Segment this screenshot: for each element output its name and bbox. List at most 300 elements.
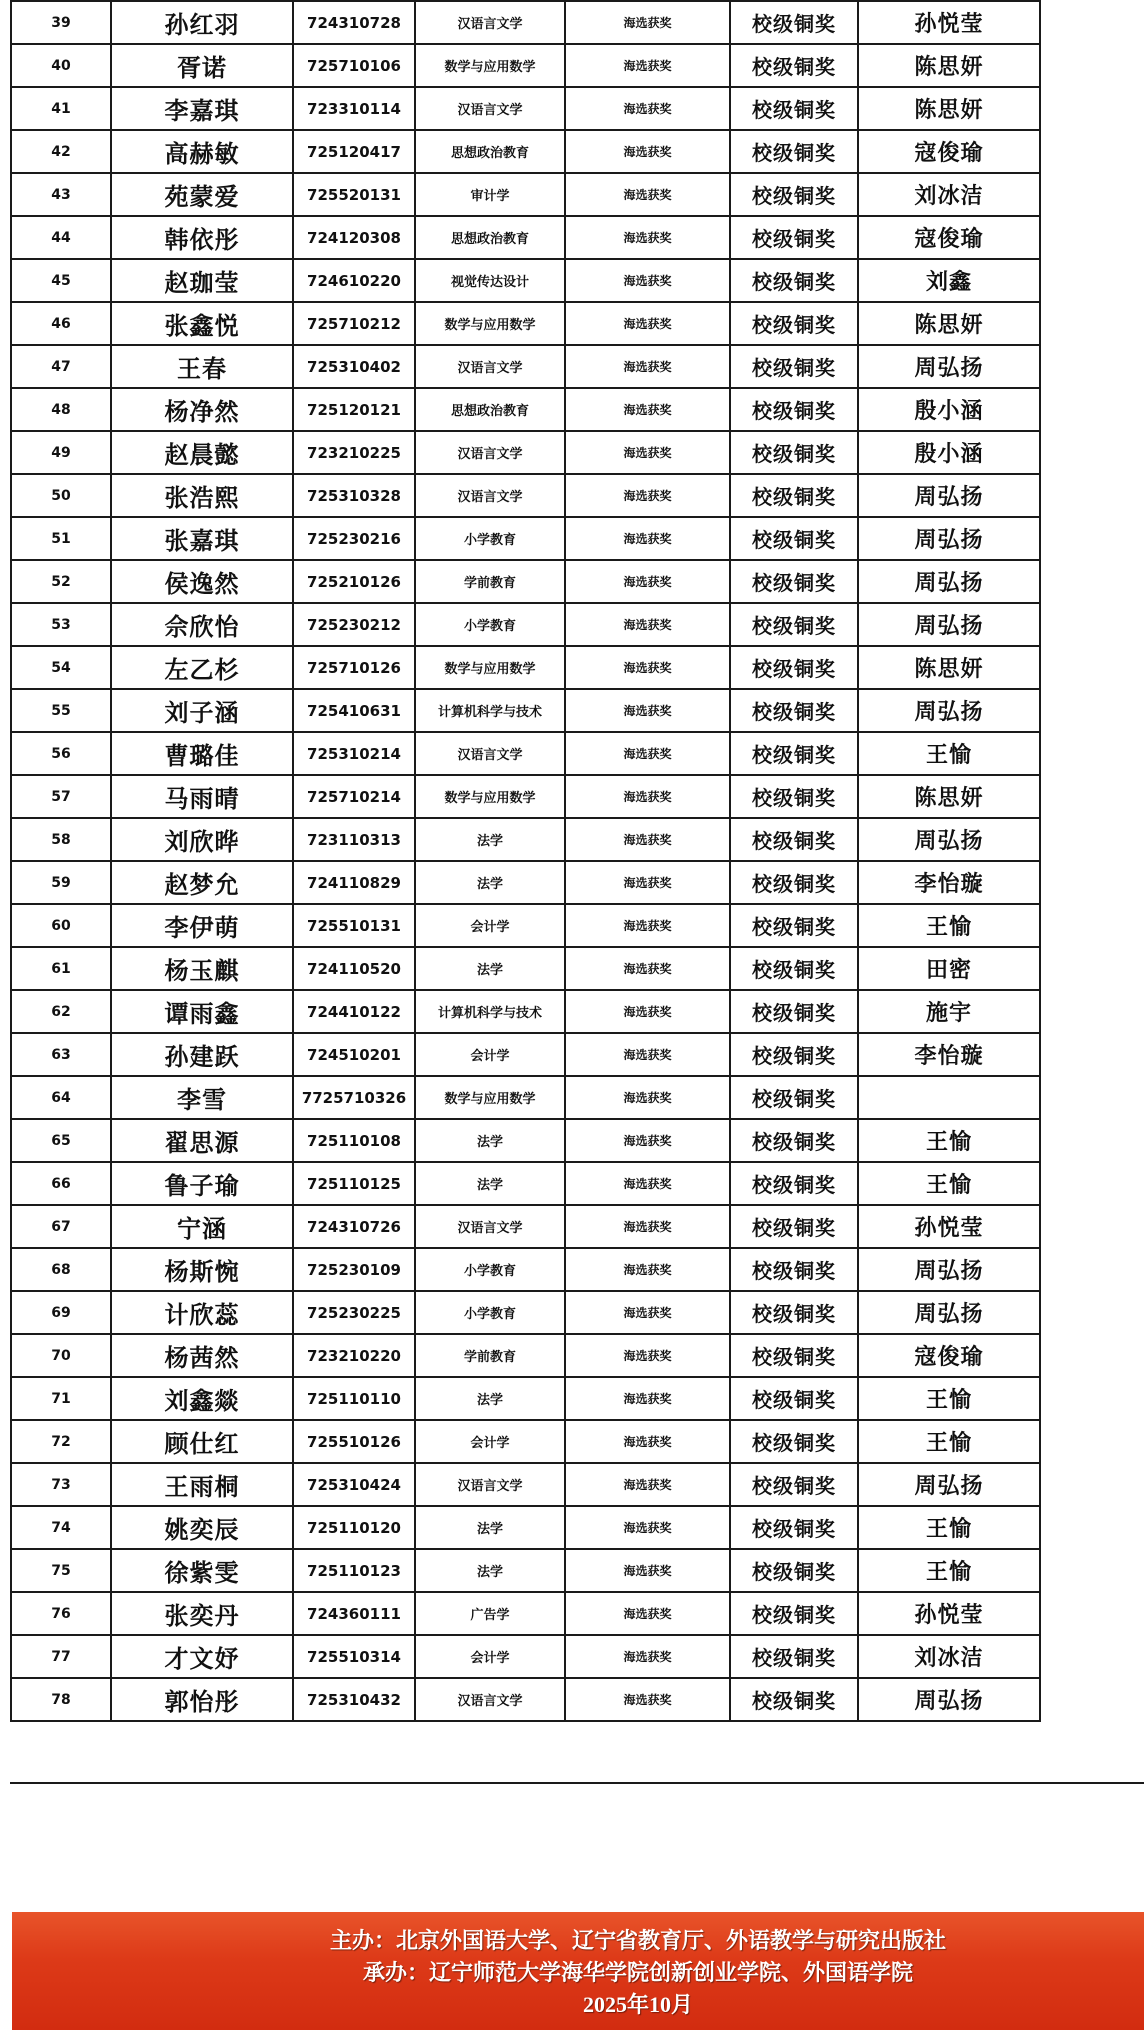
award-level: 校级铜奖 <box>730 732 858 775</box>
row-number: 60 <box>11 904 111 947</box>
award-round: 海选获奖 <box>565 474 730 517</box>
student-id: 725120121 <box>293 388 415 431</box>
student-name: 赵梦允 <box>111 861 293 904</box>
award-round: 海选获奖 <box>565 388 730 431</box>
award-round: 海选获奖 <box>565 1334 730 1377</box>
student-major: 视觉传达设计 <box>415 259 565 302</box>
tutor-name: 殷小涵 <box>858 431 1040 474</box>
tutor-name: 周弘扬 <box>858 1248 1040 1291</box>
table-row <box>11 603 1040 646</box>
row-number: 46 <box>11 302 111 345</box>
tutor-name: 寇俊瑜 <box>858 130 1040 173</box>
table-row <box>11 1506 1040 1549</box>
row-number: 61 <box>11 947 111 990</box>
award-level: 校级铜奖 <box>730 775 858 818</box>
student-major: 法学 <box>415 1506 565 1549</box>
award-round: 海选获奖 <box>565 904 730 947</box>
student-id: 725310328 <box>293 474 415 517</box>
row-number: 52 <box>11 560 111 603</box>
student-id: 725310432 <box>293 1678 415 1721</box>
award-level: 校级铜奖 <box>730 216 858 259</box>
student-id: 725230212 <box>293 603 415 646</box>
award-round: 海选获奖 <box>565 947 730 990</box>
tutor-name: 周弘扬 <box>858 517 1040 560</box>
student-name: 马雨晴 <box>111 775 293 818</box>
row-number: 49 <box>11 431 111 474</box>
award-round: 海选获奖 <box>565 732 730 775</box>
award-round: 海选获奖 <box>565 1377 730 1420</box>
table-row <box>11 87 1040 130</box>
award-level: 校级铜奖 <box>730 345 858 388</box>
tutor-name: 陈思妍 <box>858 775 1040 818</box>
table-row <box>11 1635 1040 1678</box>
award-level: 校级铜奖 <box>730 560 858 603</box>
tutor-name: 王愉 <box>858 732 1040 775</box>
student-name: 宁涵 <box>111 1205 293 1248</box>
award-level: 校级铜奖 <box>730 1635 858 1678</box>
student-id: 725310214 <box>293 732 415 775</box>
student-name: 刘子涵 <box>111 689 293 732</box>
tutor-name: 刘鑫 <box>858 259 1040 302</box>
tutor-name: 王愉 <box>858 1420 1040 1463</box>
tutor-name: 陈思妍 <box>858 302 1040 345</box>
student-major: 汉语言文学 <box>415 1678 565 1721</box>
award-round: 海选获奖 <box>565 775 730 818</box>
student-id: 725110125 <box>293 1162 415 1205</box>
row-number: 68 <box>11 1248 111 1291</box>
student-name: 孙建跃 <box>111 1033 293 1076</box>
tutor-name: 孙悦莹 <box>858 1205 1040 1248</box>
row-number: 45 <box>11 259 111 302</box>
tutor-name: 王愉 <box>858 1506 1040 1549</box>
award-level: 校级铜奖 <box>730 689 858 732</box>
student-name: 孙红羽 <box>111 1 293 44</box>
row-number: 54 <box>11 646 111 689</box>
student-name: 翟思源 <box>111 1119 293 1162</box>
row-number: 55 <box>11 689 111 732</box>
student-name: 顾仕红 <box>111 1420 293 1463</box>
student-name: 杨斯惋 <box>111 1248 293 1291</box>
tutor-name: 李怡璇 <box>858 861 1040 904</box>
row-number: 72 <box>11 1420 111 1463</box>
student-name: 杨茜然 <box>111 1334 293 1377</box>
award-level: 校级铜奖 <box>730 1678 858 1721</box>
student-name: 姚奕辰 <box>111 1506 293 1549</box>
tutor-name: 殷小涵 <box>858 388 1040 431</box>
award-level: 校级铜奖 <box>730 646 858 689</box>
award-round: 海选获奖 <box>565 1592 730 1635</box>
student-major: 法学 <box>415 1119 565 1162</box>
student-major: 数学与应用数学 <box>415 302 565 345</box>
student-major: 法学 <box>415 1377 565 1420</box>
student-id: 725510314 <box>293 1635 415 1678</box>
student-major: 法学 <box>415 861 565 904</box>
student-major: 汉语言文学 <box>415 87 565 130</box>
student-major: 计算机科学与技术 <box>415 990 565 1033</box>
tutor-name: 周弘扬 <box>858 689 1040 732</box>
student-name: 王雨桐 <box>111 1463 293 1506</box>
student-name: 张奕丹 <box>111 1592 293 1635</box>
award-level: 校级铜奖 <box>730 990 858 1033</box>
tutor-name: 王愉 <box>858 904 1040 947</box>
award-level: 校级铜奖 <box>730 130 858 173</box>
student-id: 723310114 <box>293 87 415 130</box>
tutor-name: 刘冰洁 <box>858 173 1040 216</box>
student-major: 思想政治教育 <box>415 216 565 259</box>
table-row <box>11 1420 1040 1463</box>
student-major: 数学与应用数学 <box>415 775 565 818</box>
award-round: 海选获奖 <box>565 130 730 173</box>
award-round: 海选获奖 <box>565 818 730 861</box>
student-name: 侯逸然 <box>111 560 293 603</box>
student-id: 725310424 <box>293 1463 415 1506</box>
student-id: 724610220 <box>293 259 415 302</box>
row-number: 77 <box>11 1635 111 1678</box>
award-level: 校级铜奖 <box>730 861 858 904</box>
award-round: 海选获奖 <box>565 1291 730 1334</box>
award-round: 海选获奖 <box>565 87 730 130</box>
table-row <box>11 216 1040 259</box>
footer-banner <box>12 1912 1144 2030</box>
tutor-name: 周弘扬 <box>858 560 1040 603</box>
award-level: 校级铜奖 <box>730 1377 858 1420</box>
student-major: 小学教育 <box>415 1291 565 1334</box>
student-id: 725410631 <box>293 689 415 732</box>
row-number: 41 <box>11 87 111 130</box>
student-name: 刘欣晔 <box>111 818 293 861</box>
tutor-name: 陈思妍 <box>858 646 1040 689</box>
student-id: 725110123 <box>293 1549 415 1592</box>
table-row <box>11 1033 1040 1076</box>
student-major: 审计学 <box>415 173 565 216</box>
row-number: 66 <box>11 1162 111 1205</box>
table-row <box>11 904 1040 947</box>
student-name: 苑蒙爱 <box>111 173 293 216</box>
award-round: 海选获奖 <box>565 44 730 87</box>
award-round: 海选获奖 <box>565 560 730 603</box>
footer-hosts: 承办：辽宁师范大学海华学院创新创业学院、外国语学院 <box>362 1960 913 1985</box>
student-major: 法学 <box>415 1162 565 1205</box>
award-level: 校级铜奖 <box>730 1592 858 1635</box>
table-row <box>11 431 1040 474</box>
student-major: 数学与应用数学 <box>415 44 565 87</box>
row-number: 69 <box>11 1291 111 1334</box>
award-level: 校级铜奖 <box>730 302 858 345</box>
student-name: 赵晨懿 <box>111 431 293 474</box>
award-round: 海选获奖 <box>565 1506 730 1549</box>
student-name: 赵珈莹 <box>111 259 293 302</box>
award-level: 校级铜奖 <box>730 1420 858 1463</box>
row-number: 74 <box>11 1506 111 1549</box>
table-bottom-rule <box>10 1782 1144 1784</box>
tutor-name: 周弘扬 <box>858 1291 1040 1334</box>
award-level: 校级铜奖 <box>730 517 858 560</box>
student-id: 724110520 <box>293 947 415 990</box>
award-round: 海选获奖 <box>565 861 730 904</box>
student-id: 724360111 <box>293 1592 415 1635</box>
award-round: 海选获奖 <box>565 1549 730 1592</box>
row-number: 53 <box>11 603 111 646</box>
award-round: 海选获奖 <box>565 302 730 345</box>
student-id: 725230225 <box>293 1291 415 1334</box>
row-number: 42 <box>11 130 111 173</box>
award-round: 海选获奖 <box>565 517 730 560</box>
table-row <box>11 173 1040 216</box>
award-round: 海选获奖 <box>565 646 730 689</box>
student-id: 723110313 <box>293 818 415 861</box>
student-id: 725710126 <box>293 646 415 689</box>
student-major: 汉语言文学 <box>415 431 565 474</box>
student-id: 723210225 <box>293 431 415 474</box>
award-round: 海选获奖 <box>565 1248 730 1291</box>
student-id: 725310402 <box>293 345 415 388</box>
table-row <box>11 818 1040 861</box>
row-number: 47 <box>11 345 111 388</box>
student-major: 法学 <box>415 818 565 861</box>
student-id: 724110829 <box>293 861 415 904</box>
row-number: 71 <box>11 1377 111 1420</box>
row-number: 62 <box>11 990 111 1033</box>
student-major: 学前教育 <box>415 1334 565 1377</box>
student-major: 小学教育 <box>415 1248 565 1291</box>
student-name: 鲁子瑜 <box>111 1162 293 1205</box>
award-round: 海选获奖 <box>565 1033 730 1076</box>
table-row <box>11 517 1040 560</box>
student-id: 725230109 <box>293 1248 415 1291</box>
row-number: 48 <box>11 388 111 431</box>
row-number: 64 <box>11 1076 111 1119</box>
student-major: 计算机科学与技术 <box>415 689 565 732</box>
table-row <box>11 1248 1040 1291</box>
student-major: 广告学 <box>415 1592 565 1635</box>
student-id: 725510131 <box>293 904 415 947</box>
award-level: 校级铜奖 <box>730 1291 858 1334</box>
award-level: 校级铜奖 <box>730 44 858 87</box>
award-round: 海选获奖 <box>565 1635 730 1678</box>
student-id: 724310726 <box>293 1205 415 1248</box>
student-major: 数学与应用数学 <box>415 1076 565 1119</box>
student-major: 会计学 <box>415 1420 565 1463</box>
tutor-name: 王愉 <box>858 1377 1040 1420</box>
tutor-name: 李怡璇 <box>858 1033 1040 1076</box>
table-row <box>11 1 1040 44</box>
tutor-name: 寇俊瑜 <box>858 216 1040 259</box>
tutor-name: 寇俊瑜 <box>858 1334 1040 1377</box>
student-name: 才文妤 <box>111 1635 293 1678</box>
student-major: 汉语言文学 <box>415 474 565 517</box>
award-round: 海选获奖 <box>565 1076 730 1119</box>
award-round: 海选获奖 <box>565 990 730 1033</box>
student-major: 汉语言文学 <box>415 1463 565 1506</box>
row-number: 50 <box>11 474 111 517</box>
row-number: 59 <box>11 861 111 904</box>
student-id: 724410122 <box>293 990 415 1033</box>
student-name: 韩依彤 <box>111 216 293 259</box>
table-row <box>11 1205 1040 1248</box>
student-id: 723210220 <box>293 1334 415 1377</box>
row-number: 65 <box>11 1119 111 1162</box>
student-id: 725210126 <box>293 560 415 603</box>
table-row <box>11 1291 1040 1334</box>
table-row <box>11 474 1040 517</box>
table-row <box>11 44 1040 87</box>
award-level: 校级铜奖 <box>730 87 858 130</box>
table-row <box>11 302 1040 345</box>
award-level: 校级铜奖 <box>730 1248 858 1291</box>
student-name: 徐紫雯 <box>111 1549 293 1592</box>
award-level: 校级铜奖 <box>730 1463 858 1506</box>
row-number: 39 <box>11 1 111 44</box>
student-id: 724310728 <box>293 1 415 44</box>
student-id: 724120308 <box>293 216 415 259</box>
student-major: 法学 <box>415 1549 565 1592</box>
student-name: 王春 <box>111 345 293 388</box>
tutor-name: 刘冰洁 <box>858 1635 1040 1678</box>
table-row <box>11 861 1040 904</box>
student-name: 曹璐佳 <box>111 732 293 775</box>
table-row <box>11 990 1040 1033</box>
student-major: 小学教育 <box>415 517 565 560</box>
row-number: 43 <box>11 173 111 216</box>
footer-organizers: 主办：北京外国语大学、辽宁省教育厅、外语教学与研究出版社 <box>329 1928 946 1953</box>
student-name: 刘鑫燚 <box>111 1377 293 1420</box>
tutor-name: 施宇 <box>858 990 1040 1033</box>
tutor-name: 田密 <box>858 947 1040 990</box>
award-round: 海选获奖 <box>565 1463 730 1506</box>
student-major: 汉语言文学 <box>415 1205 565 1248</box>
award-level: 校级铜奖 <box>730 259 858 302</box>
student-name: 谭雨鑫 <box>111 990 293 1033</box>
row-number: 56 <box>11 732 111 775</box>
student-id: 725230216 <box>293 517 415 560</box>
student-id: 725110110 <box>293 1377 415 1420</box>
tutor-name: 周弘扬 <box>858 603 1040 646</box>
table-row <box>11 1334 1040 1377</box>
row-number: 44 <box>11 216 111 259</box>
award-round: 海选获奖 <box>565 259 730 302</box>
award-level: 校级铜奖 <box>730 1205 858 1248</box>
award-round: 海选获奖 <box>565 1119 730 1162</box>
award-level: 校级铜奖 <box>730 173 858 216</box>
award-round: 海选获奖 <box>565 1162 730 1205</box>
student-major: 思想政治教育 <box>415 130 565 173</box>
table-row <box>11 130 1040 173</box>
tutor-name: 周弘扬 <box>858 1678 1040 1721</box>
award-table-body <box>11 1 1040 1721</box>
tutor-name: 陈思妍 <box>858 44 1040 87</box>
award-level: 校级铜奖 <box>730 818 858 861</box>
table-row <box>11 1678 1040 1721</box>
student-name: 杨玉麒 <box>111 947 293 990</box>
student-major: 汉语言文学 <box>415 732 565 775</box>
award-level: 校级铜奖 <box>730 904 858 947</box>
award-level: 校级铜奖 <box>730 1 858 44</box>
table-row <box>11 1592 1040 1635</box>
award-round: 海选获奖 <box>565 1205 730 1248</box>
tutor-name: 周弘扬 <box>858 474 1040 517</box>
student-major: 汉语言文学 <box>415 1 565 44</box>
student-major: 会计学 <box>415 1033 565 1076</box>
award-level: 校级铜奖 <box>730 1506 858 1549</box>
row-number: 57 <box>11 775 111 818</box>
row-number: 40 <box>11 44 111 87</box>
student-name: 李雪 <box>111 1076 293 1119</box>
tutor-name <box>858 1076 1040 1119</box>
student-name: 李伊萌 <box>111 904 293 947</box>
student-major: 会计学 <box>415 1635 565 1678</box>
student-id: 725110120 <box>293 1506 415 1549</box>
award-round: 海选获奖 <box>565 1420 730 1463</box>
award-round: 海选获奖 <box>565 689 730 732</box>
tutor-name: 周弘扬 <box>858 345 1040 388</box>
award-level: 校级铜奖 <box>730 1119 858 1162</box>
student-id: 725110108 <box>293 1119 415 1162</box>
student-id: 725120417 <box>293 130 415 173</box>
award-table <box>10 0 1041 1722</box>
student-id: 725710106 <box>293 44 415 87</box>
table-row <box>11 732 1040 775</box>
award-level: 校级铜奖 <box>730 1549 858 1592</box>
student-name: 胥诺 <box>111 44 293 87</box>
award-level: 校级铜奖 <box>730 431 858 474</box>
award-level: 校级铜奖 <box>730 1076 858 1119</box>
award-level: 校级铜奖 <box>730 1334 858 1377</box>
tutor-name: 陈思妍 <box>858 87 1040 130</box>
row-number: 76 <box>11 1592 111 1635</box>
tutor-name: 周弘扬 <box>858 818 1040 861</box>
student-major: 思想政治教育 <box>415 388 565 431</box>
row-number: 73 <box>11 1463 111 1506</box>
student-name: 张鑫悦 <box>111 302 293 345</box>
student-name: 佘欣怡 <box>111 603 293 646</box>
row-number: 78 <box>11 1678 111 1721</box>
student-name: 张浩熙 <box>111 474 293 517</box>
student-id: 725510126 <box>293 1420 415 1463</box>
table-row <box>11 689 1040 732</box>
student-name: 郭怡彤 <box>111 1678 293 1721</box>
student-major: 数学与应用数学 <box>415 646 565 689</box>
tutor-name: 周弘扬 <box>858 1463 1040 1506</box>
award-level: 校级铜奖 <box>730 388 858 431</box>
student-major: 小学教育 <box>415 603 565 646</box>
table-row <box>11 1377 1040 1420</box>
row-number: 51 <box>11 517 111 560</box>
tutor-name: 王愉 <box>858 1162 1040 1205</box>
student-id: 7725710326 <box>293 1076 415 1119</box>
award-round: 海选获奖 <box>565 431 730 474</box>
student-major: 汉语言文学 <box>415 345 565 388</box>
row-number: 58 <box>11 818 111 861</box>
tutor-name: 王愉 <box>858 1119 1040 1162</box>
student-name: 杨净然 <box>111 388 293 431</box>
student-name: 高赫敏 <box>111 130 293 173</box>
table-row <box>11 1549 1040 1592</box>
student-name: 计欣蕊 <box>111 1291 293 1334</box>
table-row <box>11 775 1040 818</box>
award-level: 校级铜奖 <box>730 603 858 646</box>
student-major: 学前教育 <box>415 560 565 603</box>
table-row <box>11 646 1040 689</box>
award-level: 校级铜奖 <box>730 474 858 517</box>
tutor-name: 孙悦莹 <box>858 1592 1040 1635</box>
student-major: 法学 <box>415 947 565 990</box>
award-round: 海选获奖 <box>565 345 730 388</box>
table-row <box>11 1162 1040 1205</box>
tutor-name: 王愉 <box>858 1549 1040 1592</box>
tutor-name: 孙悦莹 <box>858 1 1040 44</box>
award-round: 海选获奖 <box>565 216 730 259</box>
award-level: 校级铜奖 <box>730 1033 858 1076</box>
